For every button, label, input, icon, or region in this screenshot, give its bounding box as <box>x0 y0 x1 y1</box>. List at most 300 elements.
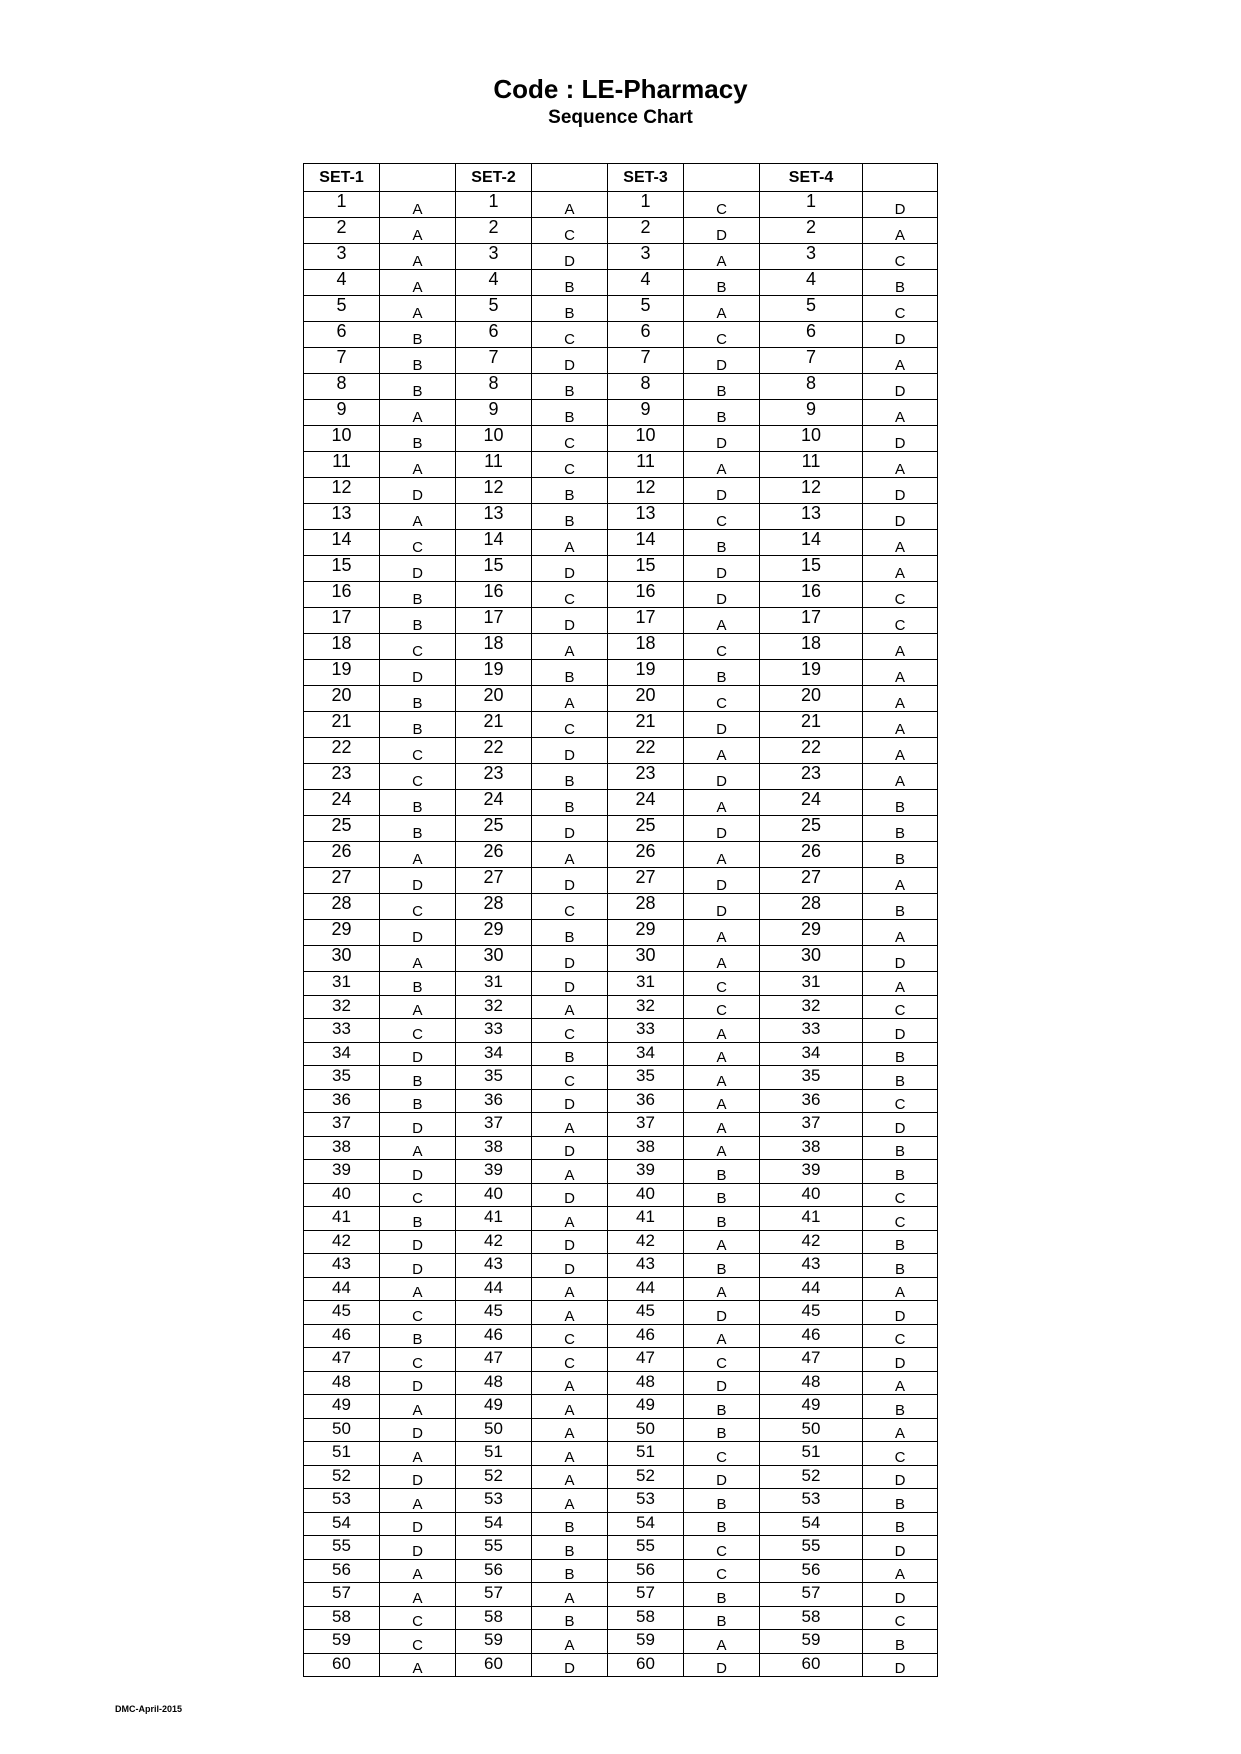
set-2-answer: D <box>532 738 608 764</box>
set-4-question: 24 <box>760 790 863 816</box>
set-3-answer: C <box>684 1559 760 1583</box>
set-2-answer: C <box>532 218 608 244</box>
set-1-question: 29 <box>304 920 380 946</box>
set-4-question: 54 <box>760 1512 863 1536</box>
set-1-question: 56 <box>304 1559 380 1583</box>
set-4-question: 32 <box>760 995 863 1019</box>
set-3-answer: D <box>684 1301 760 1325</box>
set-3-question: 19 <box>608 660 684 686</box>
set-2-question: 22 <box>456 738 532 764</box>
set-1-answer: B <box>380 608 456 634</box>
set-1-question: 43 <box>304 1254 380 1278</box>
set-4-question: 55 <box>760 1536 863 1560</box>
set-3-answer: D <box>684 712 760 738</box>
set-2-question: 3 <box>456 244 532 270</box>
set-3-answer: A <box>684 452 760 478</box>
set-4-answer: D <box>863 1113 938 1137</box>
set-1-question: 14 <box>304 530 380 556</box>
set-2-question: 14 <box>456 530 532 556</box>
set-4-answer: A <box>863 348 938 374</box>
set-2-question: 50 <box>456 1418 532 1442</box>
set-3-question: 25 <box>608 816 684 842</box>
set-2-answer: B <box>532 270 608 296</box>
set-3-question: 18 <box>608 634 684 660</box>
table-row <box>304 1042 938 1066</box>
set-2-answer: C <box>532 1066 608 1090</box>
set-2-answer: D <box>532 348 608 374</box>
set-3-answer: A <box>684 296 760 322</box>
set-3-answer: A <box>684 946 760 972</box>
set-3-question: 55 <box>608 1536 684 1560</box>
footer-code: DMC-April-2015 <box>115 1704 183 1714</box>
header-set-4: SET-4 <box>760 164 863 192</box>
set-2-answer: A <box>532 842 608 868</box>
set-4-question: 25 <box>760 816 863 842</box>
set-4-answer: D <box>863 374 938 400</box>
set-3-question: 21 <box>608 712 684 738</box>
header-set-1-answer <box>380 164 456 192</box>
set-1-answer: C <box>380 1606 456 1630</box>
set-4-question: 27 <box>760 868 863 894</box>
set-4-answer: A <box>863 1559 938 1583</box>
set-4-answer: C <box>863 1089 938 1113</box>
set-3-answer: D <box>684 816 760 842</box>
set-4-answer: A <box>863 712 938 738</box>
set-1-answer: D <box>380 478 456 504</box>
set-2-answer: A <box>532 1207 608 1231</box>
set-1-question: 49 <box>304 1395 380 1419</box>
set-3-question: 14 <box>608 530 684 556</box>
table-row <box>304 1348 938 1372</box>
set-4-answer: D <box>863 1653 938 1677</box>
set-2-answer: D <box>532 556 608 582</box>
set-1-question: 32 <box>304 995 380 1019</box>
set-4-question: 52 <box>760 1465 863 1489</box>
set-4-answer: A <box>863 660 938 686</box>
set-3-answer: A <box>684 738 760 764</box>
table-row <box>304 686 938 712</box>
set-2-question: 45 <box>456 1301 532 1325</box>
set-1-answer: C <box>380 764 456 790</box>
set-3-answer: D <box>684 894 760 920</box>
table-row <box>304 530 938 556</box>
set-3-answer: D <box>684 1371 760 1395</box>
set-2-answer: C <box>532 452 608 478</box>
set-2-answer: D <box>532 244 608 270</box>
table-row <box>304 582 938 608</box>
set-1-answer: D <box>380 1418 456 1442</box>
set-4-answer: B <box>863 842 938 868</box>
set-1-question: 47 <box>304 1348 380 1372</box>
set-4-question: 26 <box>760 842 863 868</box>
set-4-answer: C <box>863 1207 938 1231</box>
set-1-question: 7 <box>304 348 380 374</box>
set-3-question: 13 <box>608 504 684 530</box>
set-3-question: 41 <box>608 1207 684 1231</box>
header-set-1: SET-1 <box>304 164 380 192</box>
set-4-answer: B <box>863 790 938 816</box>
set-1-question: 34 <box>304 1042 380 1066</box>
table-row <box>304 1395 938 1419</box>
set-1-question: 27 <box>304 868 380 894</box>
table-row <box>304 1136 938 1160</box>
set-4-answer: B <box>863 1395 938 1419</box>
set-1-answer: C <box>380 634 456 660</box>
set-3-question: 7 <box>608 348 684 374</box>
set-4-answer: B <box>863 1042 938 1066</box>
set-3-question: 34 <box>608 1042 684 1066</box>
set-1-answer: B <box>380 1089 456 1113</box>
set-2-question: 31 <box>456 972 532 996</box>
set-2-answer: B <box>532 1536 608 1560</box>
set-1-answer: A <box>380 270 456 296</box>
set-1-answer: B <box>380 972 456 996</box>
set-2-question: 44 <box>456 1277 532 1301</box>
set-3-question: 47 <box>608 1348 684 1372</box>
set-4-answer: A <box>863 1371 938 1395</box>
table-row <box>304 842 938 868</box>
table-row <box>304 972 938 996</box>
set-3-answer: C <box>684 322 760 348</box>
set-4-question: 19 <box>760 660 863 686</box>
set-4-answer: A <box>863 738 938 764</box>
set-4-question: 58 <box>760 1606 863 1630</box>
set-4-answer: D <box>863 1348 938 1372</box>
set-3-answer: C <box>684 634 760 660</box>
set-2-question: 26 <box>456 842 532 868</box>
set-2-question: 57 <box>456 1583 532 1607</box>
set-4-question: 14 <box>760 530 863 556</box>
set-4-answer: A <box>863 556 938 582</box>
set-4-question: 47 <box>760 1348 863 1372</box>
table-row <box>304 894 938 920</box>
table-row <box>304 426 938 452</box>
set-1-question: 50 <box>304 1418 380 1442</box>
table-row <box>304 946 938 972</box>
set-3-question: 48 <box>608 1371 684 1395</box>
table-row <box>304 1324 938 1348</box>
set-2-question: 36 <box>456 1089 532 1113</box>
set-2-answer: D <box>532 1230 608 1254</box>
set-1-answer: D <box>380 868 456 894</box>
set-1-question: 53 <box>304 1489 380 1513</box>
set-1-question: 13 <box>304 504 380 530</box>
set-3-question: 8 <box>608 374 684 400</box>
set-4-question: 45 <box>760 1301 863 1325</box>
set-4-question: 8 <box>760 374 863 400</box>
set-2-answer: A <box>532 1371 608 1395</box>
set-3-answer: B <box>684 660 760 686</box>
set-1-answer: A <box>380 504 456 530</box>
set-1-question: 20 <box>304 686 380 712</box>
set-4-answer: C <box>863 608 938 634</box>
set-4-question: 31 <box>760 972 863 996</box>
set-2-answer: A <box>532 1395 608 1419</box>
set-3-question: 11 <box>608 452 684 478</box>
set-3-answer: C <box>684 1442 760 1466</box>
set-2-answer: C <box>532 712 608 738</box>
set-2-answer: D <box>532 972 608 996</box>
set-4-answer: B <box>863 1066 938 1090</box>
set-1-question: 57 <box>304 1583 380 1607</box>
table-row <box>304 296 938 322</box>
set-4-answer: C <box>863 296 938 322</box>
set-2-question: 39 <box>456 1160 532 1184</box>
set-4-answer: B <box>863 1136 938 1160</box>
set-2-answer: A <box>532 1160 608 1184</box>
set-1-question: 4 <box>304 270 380 296</box>
set-1-answer: A <box>380 192 456 218</box>
set-3-question: 9 <box>608 400 684 426</box>
set-3-question: 28 <box>608 894 684 920</box>
table-row <box>304 322 938 348</box>
set-2-answer: A <box>532 1418 608 1442</box>
set-4-answer: D <box>863 1583 938 1607</box>
table-row <box>304 660 938 686</box>
set-3-question: 26 <box>608 842 684 868</box>
set-1-question: 9 <box>304 400 380 426</box>
set-3-answer: B <box>684 1512 760 1536</box>
set-4-question: 56 <box>760 1559 863 1583</box>
table-row <box>304 400 938 426</box>
set-4-question: 4 <box>760 270 863 296</box>
set-3-question: 22 <box>608 738 684 764</box>
set-4-question: 9 <box>760 400 863 426</box>
set-3-question: 24 <box>608 790 684 816</box>
set-3-answer: D <box>684 218 760 244</box>
set-1-answer: D <box>380 1230 456 1254</box>
set-3-question: 58 <box>608 1606 684 1630</box>
set-4-answer: A <box>863 868 938 894</box>
set-1-question: 30 <box>304 946 380 972</box>
table-row <box>304 712 938 738</box>
set-3-question: 27 <box>608 868 684 894</box>
page-title: Code : LE-Pharmacy <box>493 74 748 104</box>
set-2-answer: B <box>532 504 608 530</box>
table-row <box>304 1512 938 1536</box>
table-row <box>304 374 938 400</box>
table-body <box>304 192 938 1677</box>
set-2-question: 46 <box>456 1324 532 1348</box>
set-1-answer: B <box>380 374 456 400</box>
table-row <box>304 244 938 270</box>
set-4-answer: C <box>863 1606 938 1630</box>
set-1-question: 58 <box>304 1606 380 1630</box>
set-1-answer: A <box>380 400 456 426</box>
table-row <box>304 218 938 244</box>
set-3-question: 51 <box>608 1442 684 1466</box>
set-4-answer: D <box>863 946 938 972</box>
set-3-answer: A <box>684 1066 760 1090</box>
set-2-answer: B <box>532 1559 608 1583</box>
set-4-answer: A <box>863 400 938 426</box>
set-3-answer: C <box>684 1536 760 1560</box>
set-1-question: 35 <box>304 1066 380 1090</box>
set-1-answer: A <box>380 296 456 322</box>
set-1-answer: B <box>380 348 456 374</box>
table-row <box>304 1277 938 1301</box>
set-2-answer: B <box>532 764 608 790</box>
set-1-answer: B <box>380 686 456 712</box>
set-1-answer: D <box>380 1042 456 1066</box>
set-4-question: 2 <box>760 218 863 244</box>
set-2-question: 28 <box>456 894 532 920</box>
set-1-answer: C <box>380 530 456 556</box>
set-2-question: 53 <box>456 1489 532 1513</box>
set-3-answer: B <box>684 1583 760 1607</box>
set-4-answer: C <box>863 1183 938 1207</box>
set-1-answer: D <box>380 1512 456 1536</box>
set-4-question: 17 <box>760 608 863 634</box>
set-3-answer: B <box>684 270 760 296</box>
set-4-question: 13 <box>760 504 863 530</box>
page-subtitle: Sequence Chart <box>548 107 693 128</box>
set-4-question: 20 <box>760 686 863 712</box>
set-4-answer: D <box>863 1536 938 1560</box>
set-1-question: 48 <box>304 1371 380 1395</box>
set-3-question: 40 <box>608 1183 684 1207</box>
set-4-question: 42 <box>760 1230 863 1254</box>
set-1-answer: B <box>380 426 456 452</box>
set-1-question: 1 <box>304 192 380 218</box>
set-3-question: 10 <box>608 426 684 452</box>
set-1-question: 40 <box>304 1183 380 1207</box>
set-4-answer: B <box>863 1512 938 1536</box>
set-4-answer: D <box>863 322 938 348</box>
table-row <box>304 920 938 946</box>
set-1-answer: B <box>380 1207 456 1231</box>
set-2-question: 59 <box>456 1630 532 1654</box>
set-2-question: 51 <box>456 1442 532 1466</box>
table-row <box>304 764 938 790</box>
set-3-answer: D <box>684 582 760 608</box>
set-1-answer: D <box>380 1113 456 1137</box>
set-3-answer: C <box>684 192 760 218</box>
table-row <box>304 1183 938 1207</box>
table-row <box>304 452 938 478</box>
set-4-question: 1 <box>760 192 863 218</box>
set-3-answer: B <box>684 1606 760 1630</box>
table-row <box>304 995 938 1019</box>
set-3-question: 2 <box>608 218 684 244</box>
set-3-answer: A <box>684 1230 760 1254</box>
set-3-question: 31 <box>608 972 684 996</box>
set-2-question: 49 <box>456 1395 532 1419</box>
set-3-answer: A <box>684 1324 760 1348</box>
set-3-answer: B <box>684 1418 760 1442</box>
set-4-answer: C <box>863 1324 938 1348</box>
table-row <box>304 1019 938 1043</box>
set-3-question: 5 <box>608 296 684 322</box>
set-4-answer: C <box>863 244 938 270</box>
set-4-answer: B <box>863 894 938 920</box>
set-3-answer: B <box>684 530 760 556</box>
set-2-question: 27 <box>456 868 532 894</box>
set-3-question: 37 <box>608 1113 684 1137</box>
set-1-answer: C <box>380 1183 456 1207</box>
set-2-question: 24 <box>456 790 532 816</box>
set-1-answer: D <box>380 660 456 686</box>
set-2-question: 56 <box>456 1559 532 1583</box>
set-1-answer: D <box>380 1536 456 1560</box>
set-4-question: 15 <box>760 556 863 582</box>
set-1-answer: B <box>380 322 456 348</box>
set-2-answer: A <box>532 1301 608 1325</box>
set-3-question: 36 <box>608 1089 684 1113</box>
table-row <box>304 1583 938 1607</box>
set-2-question: 37 <box>456 1113 532 1137</box>
set-3-answer: B <box>684 1489 760 1513</box>
set-3-answer: D <box>684 868 760 894</box>
set-3-question: 50 <box>608 1418 684 1442</box>
set-4-question: 49 <box>760 1395 863 1419</box>
set-2-question: 21 <box>456 712 532 738</box>
set-3-answer: A <box>684 1277 760 1301</box>
set-2-answer: D <box>532 1653 608 1677</box>
set-2-question: 42 <box>456 1230 532 1254</box>
set-4-question: 5 <box>760 296 863 322</box>
set-2-answer: C <box>532 1019 608 1043</box>
set-2-question: 43 <box>456 1254 532 1278</box>
set-1-answer: C <box>380 1301 456 1325</box>
set-3-question: 57 <box>608 1583 684 1607</box>
set-1-question: 54 <box>304 1512 380 1536</box>
set-1-answer: A <box>380 452 456 478</box>
set-1-question: 25 <box>304 816 380 842</box>
set-2-answer: A <box>532 1583 608 1607</box>
set-1-answer: C <box>380 1630 456 1654</box>
set-4-question: 53 <box>760 1489 863 1513</box>
set-1-question: 52 <box>304 1465 380 1489</box>
set-2-answer: B <box>532 374 608 400</box>
set-2-answer: B <box>532 920 608 946</box>
set-4-question: 57 <box>760 1583 863 1607</box>
set-1-answer: B <box>380 712 456 738</box>
set-1-answer: A <box>380 842 456 868</box>
table-row <box>304 1489 938 1513</box>
set-2-question: 47 <box>456 1348 532 1372</box>
set-2-question: 1 <box>456 192 532 218</box>
set-3-question: 54 <box>608 1512 684 1536</box>
table-row <box>304 1160 938 1184</box>
set-2-answer: B <box>532 296 608 322</box>
header-set-2-answer <box>532 164 608 192</box>
set-1-question: 15 <box>304 556 380 582</box>
set-3-question: 6 <box>608 322 684 348</box>
set-2-question: 11 <box>456 452 532 478</box>
set-2-question: 6 <box>456 322 532 348</box>
table-row <box>304 1066 938 1090</box>
set-3-answer: C <box>684 1348 760 1372</box>
set-3-answer: A <box>684 244 760 270</box>
set-1-question: 26 <box>304 842 380 868</box>
set-4-question: 44 <box>760 1277 863 1301</box>
set-3-question: 49 <box>608 1395 684 1419</box>
set-1-answer: D <box>380 1371 456 1395</box>
set-3-answer: A <box>684 842 760 868</box>
set-4-question: 23 <box>760 764 863 790</box>
set-1-question: 36 <box>304 1089 380 1113</box>
set-4-question: 36 <box>760 1089 863 1113</box>
set-2-question: 60 <box>456 1653 532 1677</box>
set-3-question: 16 <box>608 582 684 608</box>
set-3-answer: A <box>684 1136 760 1160</box>
set-4-question: 41 <box>760 1207 863 1231</box>
set-3-question: 15 <box>608 556 684 582</box>
set-1-question: 21 <box>304 712 380 738</box>
set-3-answer: C <box>684 995 760 1019</box>
set-3-question: 32 <box>608 995 684 1019</box>
